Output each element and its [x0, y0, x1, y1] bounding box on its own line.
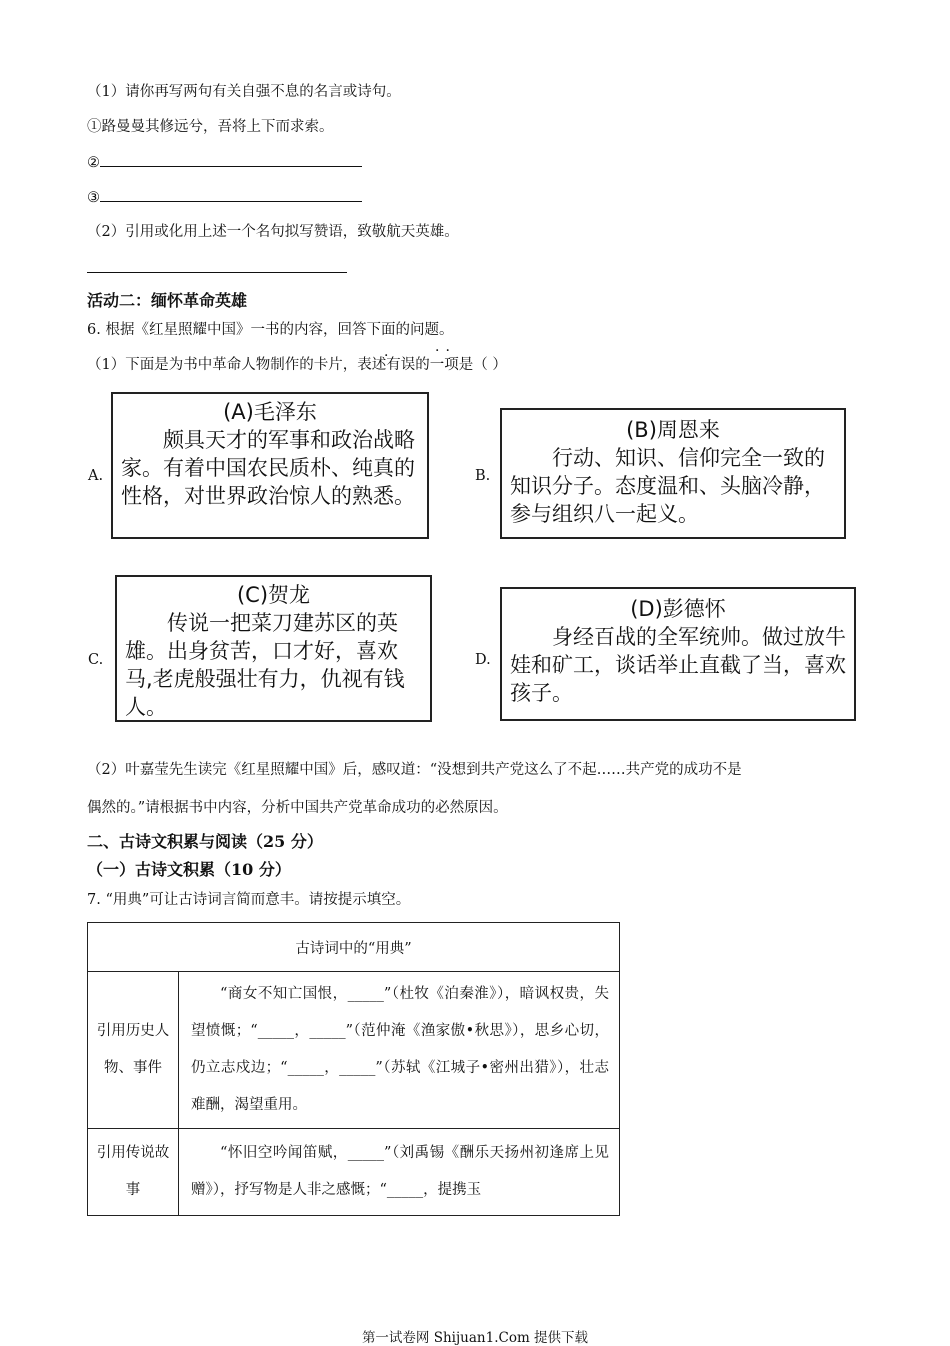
card-d-title: (D)彭德怀: [630, 597, 726, 621]
page-footer: 第一试卷网 Shijuan1.Com 提供下载: [361, 1330, 589, 1346]
q6-part2-line2: 偶然的。”请根据书中内容，分析中国共产党革命成功的必然原因。: [87, 800, 508, 816]
card-c-title: (C)贺龙: [236, 583, 311, 607]
q6-part1-emphasis: 有误: [386, 357, 416, 373]
table-row: [88, 1129, 620, 1216]
card-b-title: (B)周恩来: [626, 418, 720, 442]
q5-part1-prompt: （1）请你再写两句有关自强不息的名言或诗句。: [87, 84, 401, 100]
q6-part1-tail: 的一项是（ ）: [415, 357, 507, 373]
table-row: [88, 972, 620, 1129]
answer-blank-line: [100, 187, 362, 202]
card-b-body: 行动、知识、信仰完全一致的知识分子。态度温和、头脑冷静，参与组织八一起义。: [510, 446, 825, 526]
row-content: “商女不知亡国恨，_____”（杜牧《泊秦淮》），暗讽权贵，失望愤慨；“_____，_____”（范仲淹《渔家傲•秋思》），思乡心切，仍立志戍边；“_____，_____”（苏轼《江城子•密州出猎》），壮志难酬，渴望重用。: [179, 972, 620, 1129]
option-c-label: C.: [88, 652, 104, 668]
answer-blank-line: [100, 152, 362, 167]
option-d-label: D.: [475, 652, 491, 668]
q5-answer-3: [87, 187, 362, 208]
table-header: 古诗词中的“用典”: [88, 923, 620, 972]
card-a: [111, 392, 429, 539]
option-a-label: A.: [88, 468, 104, 484]
q6-part2-line1: （2）叶嘉莹先生读完《红星照耀中国》后，感叹道：“没想到共产党这么了不起……共产党的成功不是: [87, 762, 742, 778]
row-label: 引用历史人物、事件: [88, 972, 179, 1129]
card-d: [500, 587, 856, 721]
table-header-row: [88, 923, 620, 972]
q5-answer-2-marker: ②: [87, 155, 100, 171]
emphasis-dots: ··: [435, 343, 456, 359]
option-b-label: B.: [475, 468, 491, 484]
answer-blank-line: [87, 272, 347, 273]
card-d-body: 身经百战的全军统帅。做过放牛娃和矿工，谈话举止直截了当，喜欢孩子。: [510, 625, 846, 705]
row-label: 引用传说故事: [88, 1129, 179, 1216]
card-b: [500, 408, 846, 539]
q6-prompt: 6. 根据《红星照耀中国》一书的内容，回答下面的问题。: [87, 322, 454, 338]
card-c: [115, 575, 432, 722]
q5-answer-1: ①路曼曼其修远兮，吾将上下而求索。: [87, 119, 334, 135]
q7-prompt: 7. “用典”可让古诗词言简而意丰。请按提示填空。: [87, 892, 411, 908]
card-c-body: 传说一把菜刀建苏区的英雄。出身贫苦，口才好，喜欢马,老虎般强壮有力，仇视有钱人。: [125, 611, 405, 719]
q5-answer-2: [87, 152, 362, 173]
section2-heading: 二、古诗文积累与阅读（25 分）: [87, 832, 323, 851]
q5-part2-prompt: （2）引用或化用上述一个名句拟写赞语，致敬航天英雄。: [87, 224, 459, 240]
card-a-body: 颇具天才的军事和政治战略家。有着中国农民质朴、纯真的性格，对世界政治惊人的熟悉。: [121, 428, 415, 508]
activity2-heading: 活动二：缅怀革命英雄: [87, 291, 248, 310]
allusion-table: [87, 922, 620, 1216]
section2-subheading: （一）古诗文积累（10 分）: [87, 860, 291, 879]
q5-answer-3-marker: ③: [87, 190, 100, 206]
card-a-title: (A)毛泽东: [223, 400, 317, 424]
q6-part1-text: （1）下面是为书中革命人物制作的卡片，表述: [87, 357, 387, 373]
row-content: “怀旧空吟闻笛赋，_____”（刘禹锡《酬乐天扬州初逢席上见赠》），抒写物是人非之感慨；“_____，提携玉: [179, 1129, 620, 1216]
